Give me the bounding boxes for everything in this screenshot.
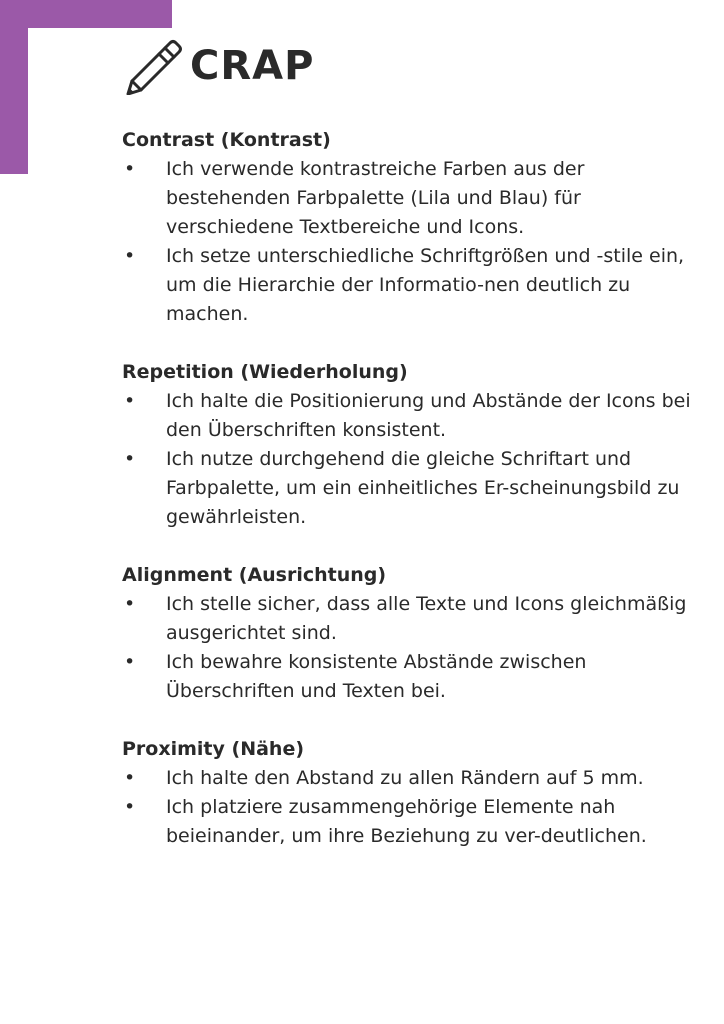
bullet-list (122, 590, 694, 706)
section-heading: Contrast (Kontrast) (122, 129, 331, 151)
bullet-icon: • (124, 651, 136, 673)
list-item-text: Ich halte den Abstand zu allen Rändern auf 5 mm. (166, 767, 644, 789)
section-repetition (122, 358, 694, 532)
content (122, 126, 694, 880)
list-item-text: Ich platziere zusammengehörige Elemente nah beieinander, um ihre Beziehung zu ver-deutlichen. (166, 796, 647, 847)
list-item (122, 764, 694, 793)
section-heading: Alignment (Ausrichtung) (122, 564, 387, 586)
section-heading: Proximity (Nähe) (122, 738, 305, 760)
bullet-icon: • (124, 767, 136, 789)
list-item-text: Ich stelle sicher, dass alle Texte und Icons gleichmäßig ausgerichtet sind. (166, 593, 687, 644)
list-item-text: Ich halte die Positionierung und Abstände der Icons bei den Überschriften konsistent. (166, 390, 691, 441)
bullet-list (122, 387, 694, 532)
section-contrast (122, 126, 694, 329)
bullet-icon: • (124, 593, 136, 615)
bullet-icon: • (124, 158, 136, 180)
bullet-icon: • (124, 245, 136, 267)
bullet-icon: • (124, 390, 136, 412)
list-item-text: Ich bewahre konsistente Abstände zwischen Überschriften und Texten bei. (166, 651, 587, 702)
pencil-icon (122, 37, 184, 95)
bullet-icon: • (124, 448, 136, 470)
list-item (122, 155, 694, 242)
list-item-text: Ich setze unterschiedliche Schriftgrößen und -stile ein, um die Hierarchie der Informatio-nen deutlich zu machen. (166, 245, 685, 325)
list-item (122, 590, 694, 648)
list-item-text: Ich nutze durchgehend die gleiche Schriftart und Farbpalette, um ein einheitliches Er-scheinungsbild zu gewährleisten. (166, 448, 680, 528)
list-item (122, 648, 694, 706)
list-item (122, 793, 694, 851)
list-item (122, 387, 694, 445)
bullet-list (122, 764, 694, 851)
list-item (122, 445, 694, 532)
section-proximity (122, 735, 694, 851)
page-header (122, 36, 314, 96)
section-alignment (122, 561, 694, 706)
corner-accent-vertical (0, 0, 28, 174)
bullet-icon: • (124, 796, 136, 818)
page-title: CRAP (190, 43, 315, 89)
bullet-list (122, 155, 694, 329)
list-item (122, 242, 694, 329)
list-item-text: Ich verwende kontrastreiche Farben aus der bestehenden Farbpalette (Lila und Blau) für verschiedene Textbereiche und Icons. (166, 158, 585, 238)
section-heading: Repetition (Wiederholung) (122, 361, 408, 383)
